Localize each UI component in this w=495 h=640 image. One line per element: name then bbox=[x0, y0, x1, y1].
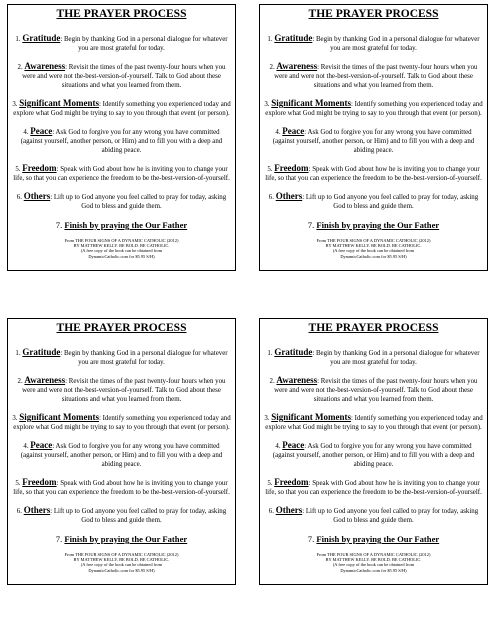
source-line: (A free copy of the book can be obtained from bbox=[80, 248, 163, 254]
step-2 bbox=[12, 62, 231, 90]
step-text: : Begin by thanking God in a personal dialogue for whatever you are most grateful for today. bbox=[60, 350, 228, 366]
card bbox=[259, 318, 488, 585]
step-keyword: Gratitude bbox=[22, 33, 61, 43]
step-text: : Revisit the times of the past twenty-four hours when you were and were not the-best-version-of-yourself. Talk to God about these situations and what you learned from them. bbox=[274, 378, 478, 403]
step-4 bbox=[264, 441, 483, 469]
step-text: : Begin by thanking God in a personal dialogue for whatever you are most grateful for today. bbox=[60, 36, 228, 52]
step-1 bbox=[12, 34, 231, 53]
source-line: DynamicCatholic.com for $5.95 S/H) bbox=[88, 253, 155, 259]
source-line: From THE FOUR SIGNS OF A DYNAMIC CATHOLIC (2012) bbox=[64, 238, 179, 243]
step-4 bbox=[264, 127, 483, 155]
step-text: : Speak with God about how he is inviting you to change your life, so that you can experience the freedom to be the-best-version-of-yourself. bbox=[13, 166, 230, 182]
source-line: DynamicCatholic.com for $5.95 S/H) bbox=[340, 567, 407, 573]
step-text: : Identify something you experienced today and explore what God might be trying to say to you through that event (or person). bbox=[265, 415, 483, 431]
step-text: : Speak with God about how he is inviting you to change your life, so that you can experience the freedom to be the-best-version-of-yourself. bbox=[13, 480, 230, 496]
step-number: 6. bbox=[16, 508, 22, 515]
step-number: 7. bbox=[55, 534, 63, 544]
step-number: 2. bbox=[17, 378, 23, 385]
step-keyword: Peace bbox=[282, 440, 305, 450]
step-keyword: Finish by praying the Our Father bbox=[64, 534, 188, 544]
step-5 bbox=[264, 164, 483, 183]
source-line: From THE FOUR SIGNS OF A DYNAMIC CATHOLIC (2012) bbox=[316, 552, 431, 557]
step-keyword: Peace bbox=[282, 126, 305, 136]
step-number: 7. bbox=[307, 220, 315, 230]
step-2 bbox=[264, 376, 483, 404]
card bbox=[7, 318, 236, 585]
step-number: 6. bbox=[268, 508, 274, 515]
step-text: : Begin by thanking God in a personal dialogue for whatever you are most grateful for today. bbox=[312, 36, 480, 52]
step-4 bbox=[12, 127, 231, 155]
source-line: (A free copy of the book can be obtained from bbox=[80, 562, 163, 568]
card-title: THE PRAYER PROCESS bbox=[308, 322, 439, 334]
step-number: 5. bbox=[15, 166, 21, 173]
source-note bbox=[264, 238, 483, 259]
source-note bbox=[12, 238, 231, 259]
step-7 bbox=[12, 220, 231, 231]
step-3 bbox=[264, 99, 483, 118]
step-keyword: Gratitude bbox=[274, 347, 313, 357]
card bbox=[259, 4, 488, 271]
card-title: THE PRAYER PROCESS bbox=[56, 8, 187, 20]
source-line: BY MATTHEW KELLY. BE BOLD. BE CATHOLIC. bbox=[325, 557, 422, 563]
step-text: : Speak with God about how he is inviting you to change your life, so that you can experience the freedom to be the-best-version-of-yourself. bbox=[265, 480, 482, 496]
step-text: : Ask God to forgive you for any wrong you have committed (against yourself, another person, or Him) and to fill you with a deep and abiding peace. bbox=[272, 129, 475, 154]
step-6 bbox=[264, 506, 483, 525]
step-keyword: Others bbox=[23, 505, 51, 515]
step-2 bbox=[12, 376, 231, 404]
step-1 bbox=[264, 34, 483, 53]
step-number: 4. bbox=[275, 443, 281, 450]
step-number: 7. bbox=[55, 220, 63, 230]
step-4 bbox=[12, 441, 231, 469]
step-keyword: Finish by praying the Our Father bbox=[316, 534, 440, 544]
step-text: : Identify something you experienced today and explore what God might be trying to say to you through that event (or person). bbox=[13, 415, 231, 431]
source-line: (A free copy of the book can be obtained from bbox=[332, 248, 415, 254]
step-text: : Lift up to God anyone you feel called to pray for today, asking God to bless and guide them. bbox=[302, 194, 479, 210]
step-text: : Identify something you experienced today and explore what God might be trying to say to you through that event (or person). bbox=[13, 101, 231, 117]
step-number: 5. bbox=[267, 480, 273, 487]
step-number: 3. bbox=[264, 415, 270, 422]
step-number: 3. bbox=[12, 415, 18, 422]
step-number: 6. bbox=[16, 194, 22, 201]
step-keyword: Freedom bbox=[22, 163, 57, 173]
step-text: : Identify something you experienced today and explore what God might be trying to say to you through that event (or person). bbox=[265, 101, 483, 117]
step-keyword: Significant Moments bbox=[271, 98, 351, 108]
step-number: 4. bbox=[23, 129, 29, 136]
step-5 bbox=[12, 164, 231, 183]
source-line: DynamicCatholic.com for $5.95 S/H) bbox=[88, 567, 155, 573]
source-note bbox=[264, 552, 483, 573]
step-keyword: Awareness bbox=[276, 61, 318, 71]
step-7 bbox=[12, 534, 231, 545]
step-keyword: Freedom bbox=[22, 477, 57, 487]
source-note bbox=[12, 552, 231, 573]
step-keyword: Significant Moments bbox=[271, 412, 351, 422]
step-number: 5. bbox=[267, 166, 273, 173]
step-number: 4. bbox=[23, 443, 29, 450]
step-2 bbox=[264, 62, 483, 90]
source-line: BY MATTHEW KELLY. BE BOLD. BE CATHOLIC. bbox=[73, 557, 170, 563]
step-number: 1. bbox=[267, 350, 273, 357]
step-6 bbox=[12, 506, 231, 525]
step-text: : Begin by thanking God in a personal dialogue for whatever you are most grateful for today. bbox=[312, 350, 480, 366]
step-keyword: Finish by praying the Our Father bbox=[316, 220, 440, 230]
step-1 bbox=[264, 348, 483, 367]
step-keyword: Others bbox=[23, 191, 51, 201]
step-text: : Revisit the times of the past twenty-four hours when you were and were not the-best-version-of-yourself. Talk to God about these situations and what you learned from them. bbox=[22, 64, 226, 89]
step-keyword: Freedom bbox=[274, 477, 309, 487]
step-number: 7. bbox=[307, 534, 315, 544]
step-number: 1. bbox=[15, 350, 21, 357]
step-number: 3. bbox=[264, 101, 270, 108]
step-number: 2. bbox=[17, 64, 23, 71]
step-7 bbox=[264, 220, 483, 231]
source-line: DynamicCatholic.com for $5.95 S/H) bbox=[340, 253, 407, 259]
step-number: 4. bbox=[275, 129, 281, 136]
step-number: 1. bbox=[267, 36, 273, 43]
step-number: 2. bbox=[269, 378, 275, 385]
step-3 bbox=[12, 99, 231, 118]
step-keyword: Awareness bbox=[24, 61, 66, 71]
step-text: : Ask God to forgive you for any wrong you have committed (against yourself, another person, or Him) and to fill you with a deep and abiding peace. bbox=[20, 129, 223, 154]
step-number: 5. bbox=[15, 480, 21, 487]
step-keyword: Significant Moments bbox=[19, 98, 99, 108]
step-keyword: Finish by praying the Our Father bbox=[64, 220, 188, 230]
source-line: BY MATTHEW KELLY. BE BOLD. BE CATHOLIC. bbox=[325, 243, 422, 249]
step-number: 1. bbox=[15, 36, 21, 43]
card-title: THE PRAYER PROCESS bbox=[56, 322, 187, 334]
step-text: : Ask God to forgive you for any wrong you have committed (against yourself, another person, or Him) and to fill you with a deep and abiding peace. bbox=[272, 443, 475, 468]
step-text: : Revisit the times of the past twenty-four hours when you were and were not the-best-version-of-yourself. Talk to God about these situations and what you learned from them. bbox=[274, 64, 478, 89]
step-3 bbox=[264, 413, 483, 432]
step-7 bbox=[264, 534, 483, 545]
step-keyword: Peace bbox=[30, 440, 53, 450]
step-keyword: Others bbox=[275, 505, 303, 515]
step-5 bbox=[264, 478, 483, 497]
step-1 bbox=[12, 348, 231, 367]
step-6 bbox=[12, 192, 231, 211]
step-text: : Lift up to God anyone you feel called to pray for today, asking God to bless and guide them. bbox=[50, 194, 227, 210]
step-3 bbox=[12, 413, 231, 432]
step-text: : Lift up to God anyone you feel called to pray for today, asking God to bless and guide them. bbox=[50, 508, 227, 524]
step-keyword: Awareness bbox=[276, 375, 318, 385]
step-text: : Ask God to forgive you for any wrong you have committed (against yourself, another person, or Him) and to fill you with a deep and abiding peace. bbox=[20, 443, 223, 468]
source-line: From THE FOUR SIGNS OF A DYNAMIC CATHOLIC (2012) bbox=[316, 238, 431, 243]
step-6 bbox=[264, 192, 483, 211]
card bbox=[7, 4, 236, 271]
source-line: From THE FOUR SIGNS OF A DYNAMIC CATHOLIC (2012) bbox=[64, 552, 179, 557]
step-text: : Revisit the times of the past twenty-four hours when you were and were not the-best-version-of-yourself. Talk to God about these situations and what you learned from them. bbox=[22, 378, 226, 403]
step-keyword: Significant Moments bbox=[19, 412, 99, 422]
card-title: THE PRAYER PROCESS bbox=[308, 8, 439, 20]
step-keyword: Awareness bbox=[24, 375, 66, 385]
step-keyword: Peace bbox=[30, 126, 53, 136]
source-line: (A free copy of the book can be obtained from bbox=[332, 562, 415, 568]
source-line: BY MATTHEW KELLY. BE BOLD. BE CATHOLIC. bbox=[73, 243, 170, 249]
step-number: 3. bbox=[12, 101, 18, 108]
step-number: 2. bbox=[269, 64, 275, 71]
step-keyword: Gratitude bbox=[22, 347, 61, 357]
step-text: : Speak with God about how he is inviting you to change your life, so that you can experience the freedom to be the-best-version-of-yourself. bbox=[265, 166, 482, 182]
step-5 bbox=[12, 478, 231, 497]
step-keyword: Others bbox=[275, 191, 303, 201]
step-number: 6. bbox=[268, 194, 274, 201]
step-keyword: Gratitude bbox=[274, 33, 313, 43]
step-text: : Lift up to God anyone you feel called to pray for today, asking God to bless and guide them. bbox=[302, 508, 479, 524]
step-keyword: Freedom bbox=[274, 163, 309, 173]
